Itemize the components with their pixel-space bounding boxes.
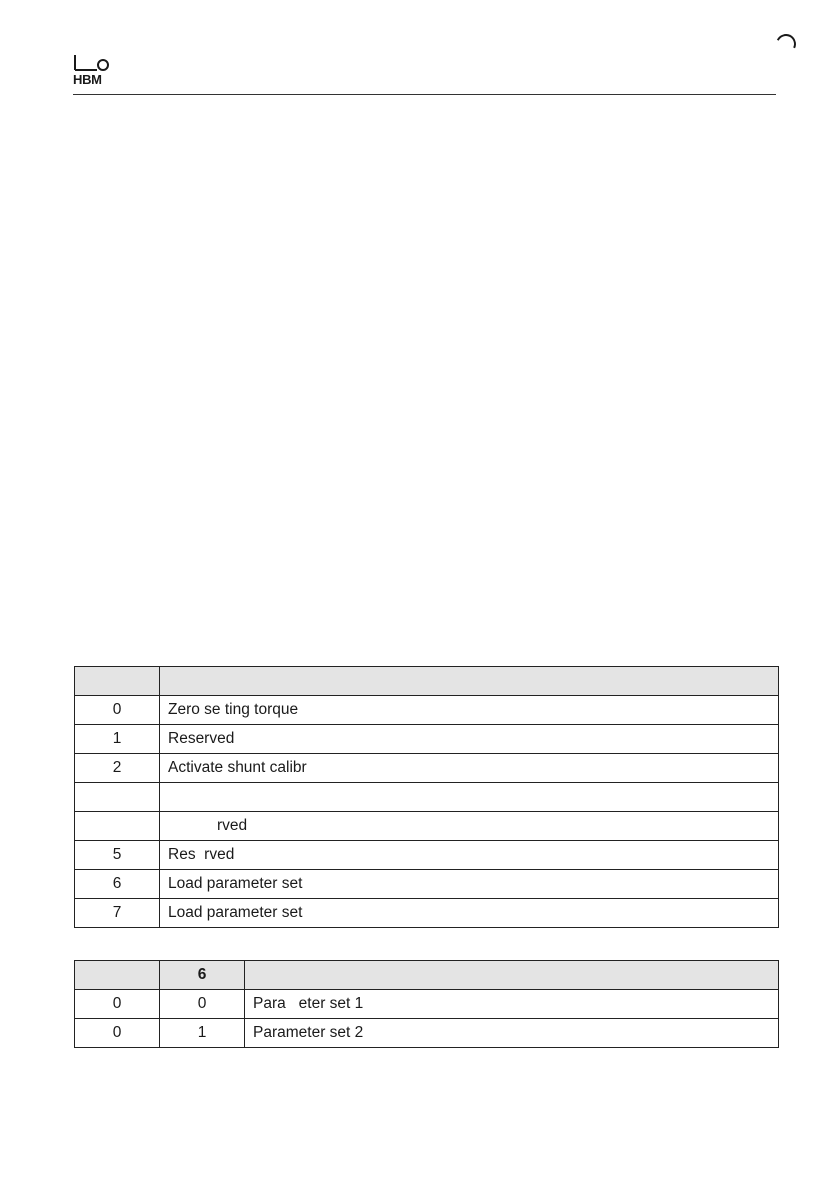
description-cell bbox=[160, 812, 779, 841]
header-cell-description bbox=[160, 667, 779, 696]
table-row bbox=[75, 870, 779, 899]
page-number-arc bbox=[773, 31, 799, 57]
description-cell: Reserved bbox=[160, 725, 779, 754]
description-cell: Load parameter set bbox=[160, 870, 779, 899]
table-header-row bbox=[75, 667, 779, 696]
header-cell-bit7 bbox=[75, 961, 160, 990]
hbm-logo bbox=[73, 54, 111, 88]
hbm-logo-icon bbox=[73, 54, 111, 72]
bit-cell: 2 bbox=[75, 754, 160, 783]
bit-cell: 1 bbox=[75, 725, 160, 754]
table-row bbox=[75, 725, 779, 754]
hbm-logo-text: HBM bbox=[73, 72, 102, 87]
description-cell: Load parameter set bbox=[160, 899, 779, 928]
table-row bbox=[75, 812, 779, 841]
bit6-cell: 1 bbox=[160, 1019, 245, 1048]
bit6-cell: 0 bbox=[160, 990, 245, 1019]
bit-cell bbox=[75, 783, 160, 812]
bit7-cell: 0 bbox=[75, 1019, 160, 1048]
description-text: rved bbox=[217, 817, 248, 834]
bit-cell: 6 bbox=[75, 870, 160, 899]
description-cell bbox=[160, 783, 779, 812]
page-number-mark bbox=[774, 32, 804, 52]
table-row bbox=[75, 899, 779, 928]
description-cell: Res rved bbox=[160, 841, 779, 870]
description-cell: Zero se ting torque bbox=[160, 696, 779, 725]
table-row bbox=[75, 696, 779, 725]
header-cell-bit6: 6 bbox=[160, 961, 245, 990]
table-row bbox=[75, 1019, 779, 1048]
control-bits-table bbox=[74, 666, 779, 928]
table-header-row bbox=[75, 961, 779, 990]
header-cell-description bbox=[245, 961, 779, 990]
bit7-cell: 0 bbox=[75, 990, 160, 1019]
description-cell: Activate shunt calibr bbox=[160, 754, 779, 783]
description-cell: Parameter set 2 bbox=[245, 1019, 779, 1048]
description-cell: Para eter set 1 bbox=[245, 990, 779, 1019]
bit-cell: 0 bbox=[75, 696, 160, 725]
table-row bbox=[75, 841, 779, 870]
bit-cell: 5 bbox=[75, 841, 160, 870]
table-row bbox=[75, 990, 779, 1019]
header-rule bbox=[73, 94, 776, 95]
table-row bbox=[75, 754, 779, 783]
bit-cell: 7 bbox=[75, 899, 160, 928]
parameter-set-table bbox=[74, 960, 779, 1048]
header-cell-bit bbox=[75, 667, 160, 696]
bit-cell bbox=[75, 812, 160, 841]
table-row bbox=[75, 783, 779, 812]
